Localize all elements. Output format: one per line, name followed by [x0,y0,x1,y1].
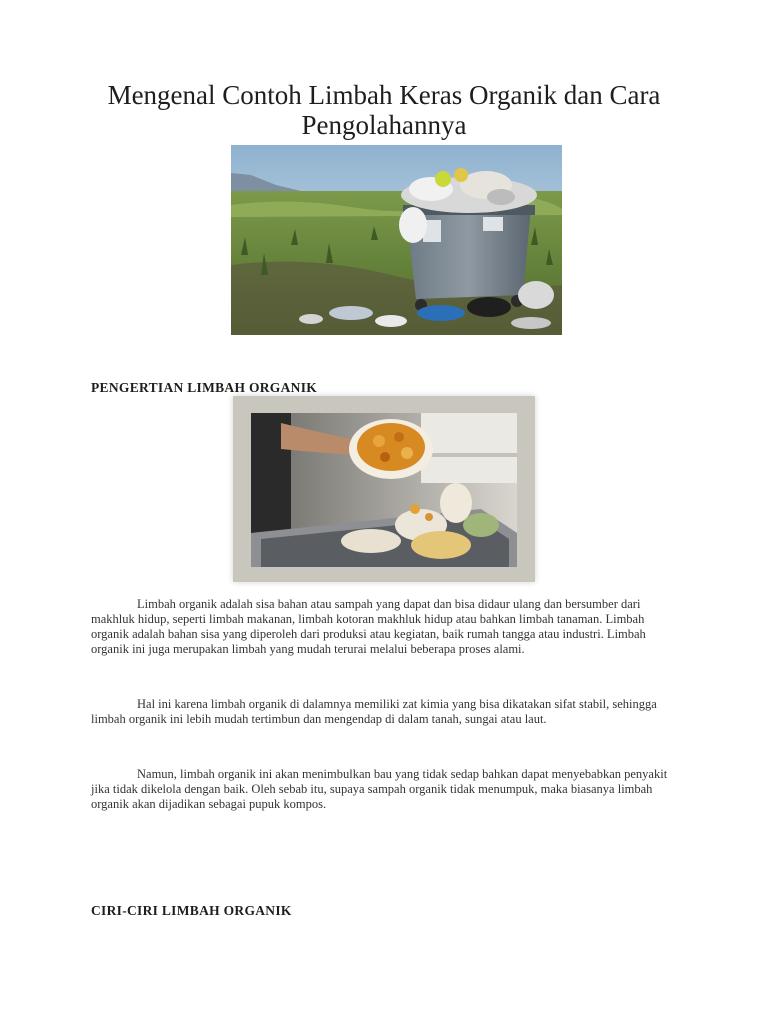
paragraph-2: Hal ini karena limbah organik di dalamnya memiliki zat kimia yang bisa dikatakan sifat stabil, sehingga limbah organik ini lebih mudah tertimbun dan mengendap di dalam tanah, sungai atau laut. [91,697,657,726]
section-heading-pengertian: PENGERTIAN LIMBAH ORGANIK [91,380,318,395]
hero-image-garbage-bin [231,145,562,335]
framed-photo-food-waste [233,396,535,582]
page-title: Mengenal Contoh Limbah Keras Organik dan Cara Pengolahannya [107,80,661,140]
paragraph-3: Namun, limbah organik ini akan menimbulkan bau yang tidak sedap bahkan dapat menyebabkan penyakit jika tidak dikelola dengan baik. Oleh sebab itu, supaya sampah organik tidak menumpuk, maka biasanya limbah organik akan dijadikan sebagai pupuk kompos. [91,767,668,811]
section-heading-ciri-ciri: CIRI-CIRI LIMBAH ORGANIK [91,903,292,918]
paragraph-1: Limbah organik adalah sisa bahan atau sampah yang dapat dan bisa didaur ulang dan bersumber dari makhluk hidup, seperti limbah makanan, limbah kotoran makhluk hidup atau bahkan limbah tanaman. Limbah organik adalah bahan sisa yang diperoleh dari produksi atau kegiatan, baik rumah tangga atau industri. Limbah organik ini juga merupakan limbah yang mudah terurai melalui beberapa proses alami. [91,597,646,656]
